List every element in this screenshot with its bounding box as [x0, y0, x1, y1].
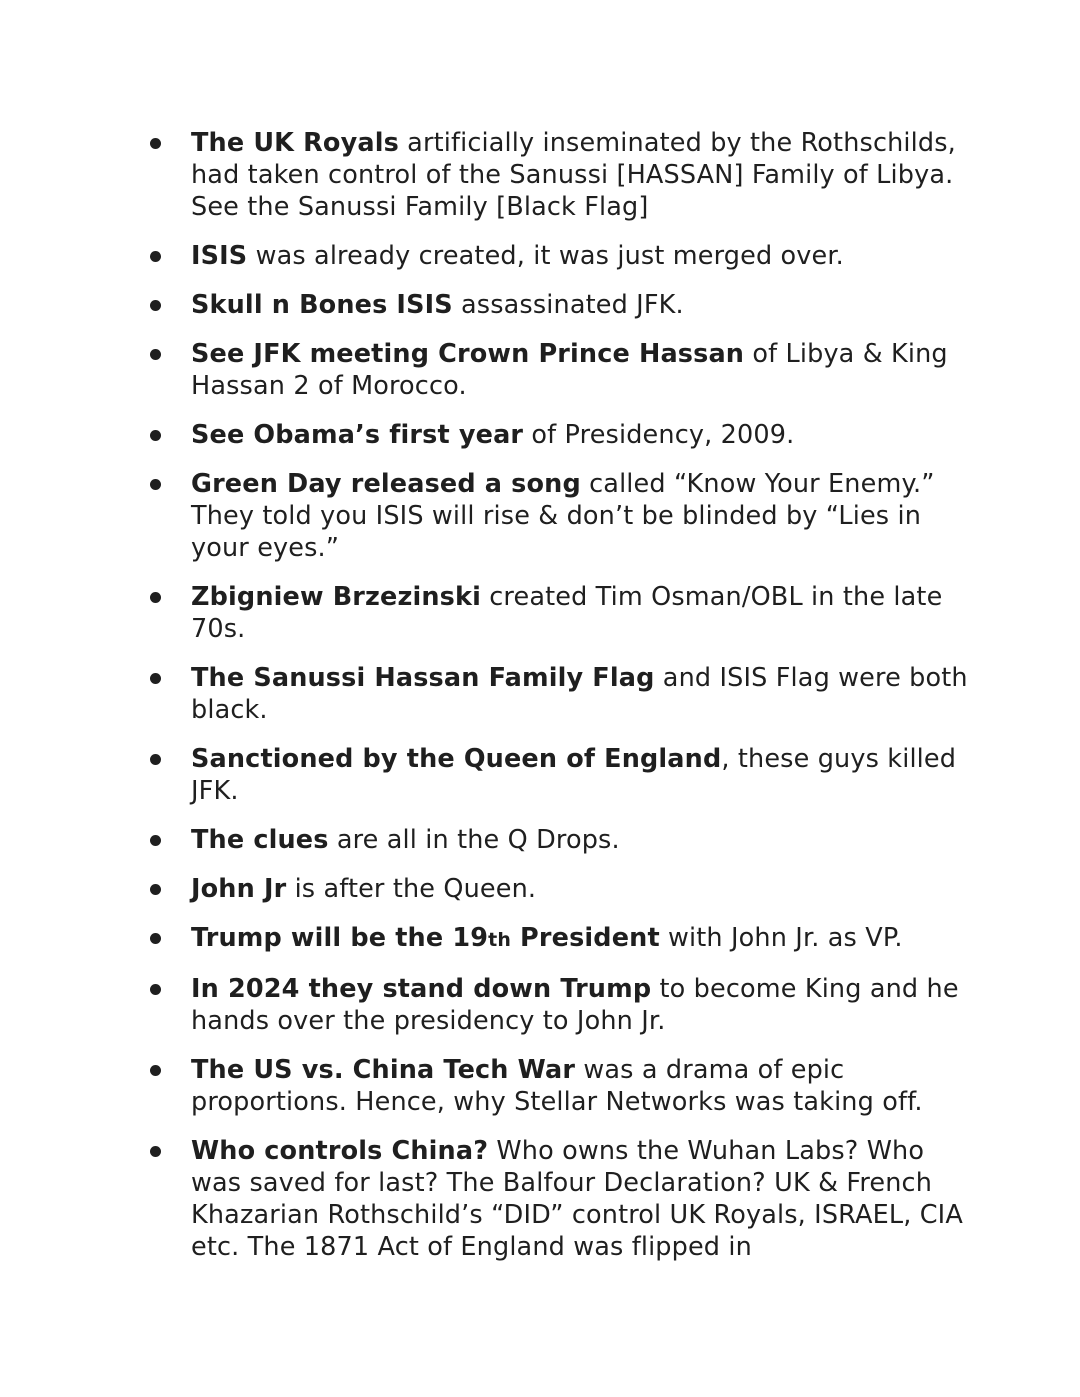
bullet-list	[140, 127, 970, 1280]
list-item	[140, 240, 970, 272]
item-bold-text: In 2024 they stand down Trump	[191, 974, 652, 1004]
item-bold-text: See Obama’s first year	[191, 420, 524, 450]
item-text: Who owns the Wuhan Labs? Who was saved for last? The Balfour Declaration? UK & French Khazarian Rothschild’s “DID” control UK Royals, ISRAEL, CIA etc. The 1871 Act of England was flipped in	[191, 1136, 963, 1262]
list-item	[140, 743, 970, 807]
bullet-icon	[150, 884, 161, 895]
bullet-icon	[150, 933, 161, 944]
list-item	[140, 419, 970, 451]
list-item	[140, 581, 970, 645]
item-text: are all in the Q Drops.	[328, 825, 620, 855]
item-bold-text: Green Day released a song	[191, 469, 581, 499]
item-text: with John Jr. as VP.	[659, 923, 903, 953]
bullet-icon	[150, 251, 161, 262]
list-item	[140, 289, 970, 321]
list-item	[140, 338, 970, 402]
list-item	[140, 873, 970, 905]
item-bold-text: The US vs. China Tech War	[191, 1055, 576, 1085]
item-bold-text: The Sanussi Hassan Family Flag	[191, 663, 655, 693]
bullet-icon	[150, 1065, 161, 1076]
item-text: assassinated JFK.	[452, 290, 684, 320]
item-text: to become King and he hands over the presidency to John Jr.	[191, 974, 959, 1036]
item-bold-text: Skull n Bones ISIS	[191, 290, 453, 320]
list-item	[140, 922, 970, 956]
item-bold-text: See JFK meeting Crown Prince Hassan	[191, 339, 745, 369]
bullet-icon	[150, 479, 161, 490]
list-item	[140, 1054, 970, 1118]
bullet-icon	[150, 673, 161, 684]
item-bold-text: The clues	[191, 825, 329, 855]
bullet-icon	[150, 835, 161, 846]
bullet-icon	[150, 349, 161, 360]
bullet-icon	[150, 754, 161, 765]
item-text: called “Know Your Enemy.” They told you ISIS will rise & don’t be blinded by “Lies in your eyes.”	[191, 469, 935, 563]
item-bold-text: ISIS	[191, 241, 248, 271]
list-item	[140, 973, 970, 1037]
item-text: , these guys killed JFK.	[191, 744, 957, 806]
item-text: was already created, it was just merged over.	[247, 241, 844, 271]
item-bold-text: John Jr	[191, 874, 287, 904]
item-bold-text-end: President	[511, 923, 660, 953]
item-text: and ISIS Flag were both black.	[191, 663, 968, 725]
item-bold-text: Who controls China?	[191, 1136, 489, 1166]
item-text: artificially inseminated by the Rothschilds, had taken control of the Sanussi [HASSAN] Family of Libya. See the Sanussi Family [Black Flag]	[191, 128, 956, 222]
bullet-icon	[150, 1146, 161, 1157]
list-item	[140, 127, 970, 223]
item-text: was a drama of epic proportions. Hence, why Stellar Networks was taking off.	[191, 1055, 923, 1117]
item-bold-text: Trump will be the 19	[191, 923, 489, 953]
bullet-icon	[150, 300, 161, 311]
bullet-icon	[150, 138, 161, 149]
list-item	[140, 1135, 970, 1263]
list-item	[140, 662, 970, 726]
list-item	[140, 468, 970, 564]
list-item	[140, 824, 970, 856]
item-bold-text: Sanctioned by the Queen of England	[191, 744, 722, 774]
item-text: of Libya & King Hassan 2 of Morocco.	[191, 339, 948, 401]
bullet-icon	[150, 592, 161, 603]
bullet-icon	[150, 430, 161, 441]
item-text: of Presidency, 2009.	[523, 420, 795, 450]
item-text: is after the Queen.	[286, 874, 537, 904]
item-text: created Tim Osman/OBL in the late 70s.	[191, 582, 943, 644]
bullet-icon	[150, 984, 161, 995]
ordinal-suffix: th	[488, 929, 512, 951]
item-bold-text: The UK Royals	[191, 128, 399, 158]
item-bold-text: Zbigniew Brzezinski	[191, 582, 481, 612]
